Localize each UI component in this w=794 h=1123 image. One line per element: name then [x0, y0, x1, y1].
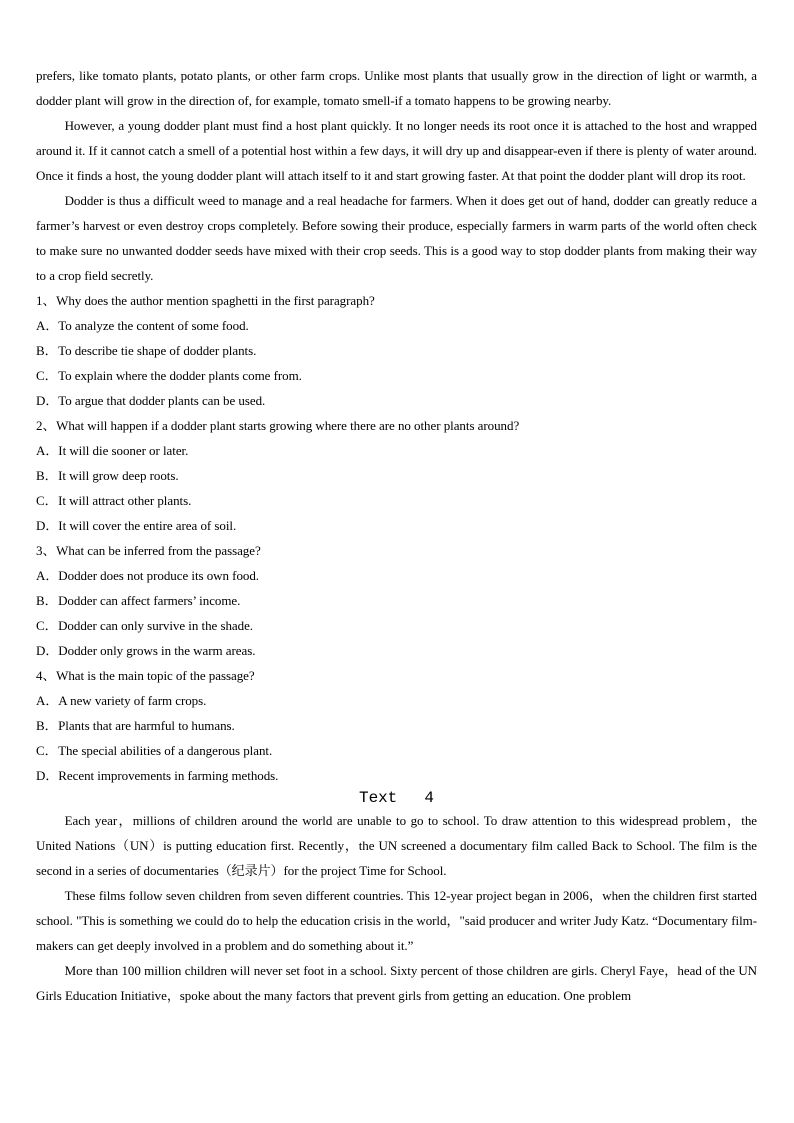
option-b — [36, 588, 757, 613]
option-label: B． — [36, 343, 58, 358]
question-line — [36, 663, 757, 688]
question-text: Why does the author mention spaghetti in the first paragraph? — [56, 293, 375, 308]
option-d — [36, 638, 757, 663]
option-b — [36, 713, 757, 738]
question-2 — [36, 413, 757, 538]
option-label: A． — [36, 443, 59, 458]
option-label: C． — [36, 368, 58, 383]
question-line — [36, 288, 757, 313]
option-a — [36, 313, 757, 338]
option-c — [36, 738, 757, 763]
option-text: It will grow deep roots. — [58, 468, 179, 483]
question-number: 2、 — [36, 418, 56, 433]
option-text: It will cover the entire area of soil. — [58, 518, 237, 533]
option-label: A． — [36, 568, 59, 583]
question-number: 1、 — [36, 293, 56, 308]
question-text: What is the main topic of the passage? — [56, 668, 255, 683]
question-line — [36, 413, 757, 438]
passage-paragraph: Dodder is thus a difficult weed to manage and a real headache for farmers. When it does get out of hand, dodder can greatly reduce a farmer’s harvest or even destroy crops completely. Before sowing their produce, especially farmers in warm parts of the world often check to make sure no unwanted dodder seeds have mixed with their crop seeds. This is a good way to stop dodder plants from making their way to a crop field secretly. — [36, 193, 757, 283]
passage-dodder — [36, 63, 757, 288]
option-label: D． — [36, 768, 59, 783]
option-label: C． — [36, 743, 58, 758]
option-label: B． — [36, 718, 58, 733]
option-label: B． — [36, 593, 58, 608]
question-list — [36, 288, 757, 788]
option-c — [36, 363, 757, 388]
option-text: Dodder only grows in the warm areas. — [58, 643, 256, 658]
option-text: To argue that dodder plants can be used. — [58, 393, 266, 408]
option-label: C． — [36, 618, 58, 633]
option-d — [36, 513, 757, 538]
option-text: A new variety of farm crops. — [58, 693, 207, 708]
option-text: To analyze the content of some food. — [58, 318, 249, 333]
option-b — [36, 463, 757, 488]
option-label: B． — [36, 468, 58, 483]
passage-paragraph: However, a young dodder plant must find a host plant quickly. It no longer needs its root once it is attached to the host and wrapped around it. If it cannot catch a smell of a potential host within a few days, it will dry up and disappear-even if there is plenty of water around. Once it finds a host, the young dodder plant will attach itself to it and start growing faster. At that point the dodder plant will drop its root. — [36, 118, 757, 183]
option-d — [36, 388, 757, 413]
passage-text4 — [36, 808, 757, 1008]
option-a — [36, 438, 757, 463]
question-number: 3、 — [36, 543, 56, 558]
option-text: Plants that are harmful to humans. — [58, 718, 235, 733]
option-text: Dodder does not produce its own food. — [58, 568, 259, 583]
option-text: It will attract other plants. — [58, 493, 192, 508]
passage-paragraph: Each year，millions of children around the world are unable to go to school. To draw attention to this widespread problem，the United Nations（UN）is putting education first. Recently，the UN screened a documentary film called Back to School. The film is the second in a series of documentaries（纪录片）for the project Time for School. — [36, 813, 757, 878]
option-text: To explain where the dodder plants come from. — [58, 368, 302, 383]
question-4 — [36, 663, 757, 788]
passage-paragraph: More than 100 million children will never set foot in a school. Sixty percent of those children are girls. Cheryl Faye，head of the UN Girls Education Initiative，spoke about the many factors that prevent girls from getting an education. One problem — [36, 963, 757, 1003]
passage-paragraph: prefers, like tomato plants, potato plants, or other farm crops. Unlike most plants that usually grow in the direction of light or warmth, a dodder plant will grow in the direction of, for example, tomato smell-if a tomato happens to be growing nearby. — [36, 68, 757, 108]
option-label: D． — [36, 393, 59, 408]
option-label: D． — [36, 643, 59, 658]
option-a — [36, 688, 757, 713]
passage-paragraph: These films follow seven children from seven different countries. This 12-year project began in 2006，when the children first started school. "This is something we could do to help the education crisis in the world，"said producer and writer Judy Katz. “Documentary film-makers can get deeply involved in a problem and do something about it.” — [36, 888, 757, 953]
option-text: Recent improvements in farming methods. — [58, 768, 279, 783]
question-text: What can be inferred from the passage? — [56, 543, 261, 558]
option-c — [36, 488, 757, 513]
option-text: Dodder can affect farmers’ income. — [58, 593, 241, 608]
question-1 — [36, 288, 757, 413]
option-label: A． — [36, 318, 59, 333]
option-d — [36, 763, 757, 788]
option-label: C． — [36, 493, 58, 508]
option-a — [36, 563, 757, 588]
section-heading-text4: Text 4 — [359, 789, 434, 807]
option-text: The special abilities of a dangerous plant. — [58, 743, 273, 758]
option-text: To describe tie shape of dodder plants. — [58, 343, 257, 358]
question-line — [36, 538, 757, 563]
option-label: A． — [36, 693, 59, 708]
question-text: What will happen if a dodder plant starts growing where there are no other plants around? — [56, 418, 520, 433]
option-label: D． — [36, 518, 59, 533]
question-3 — [36, 538, 757, 663]
option-b — [36, 338, 757, 363]
option-text: Dodder can only survive in the shade. — [58, 618, 253, 633]
option-c — [36, 613, 757, 638]
question-number: 4、 — [36, 668, 56, 683]
option-text: It will die sooner or later. — [58, 443, 189, 458]
